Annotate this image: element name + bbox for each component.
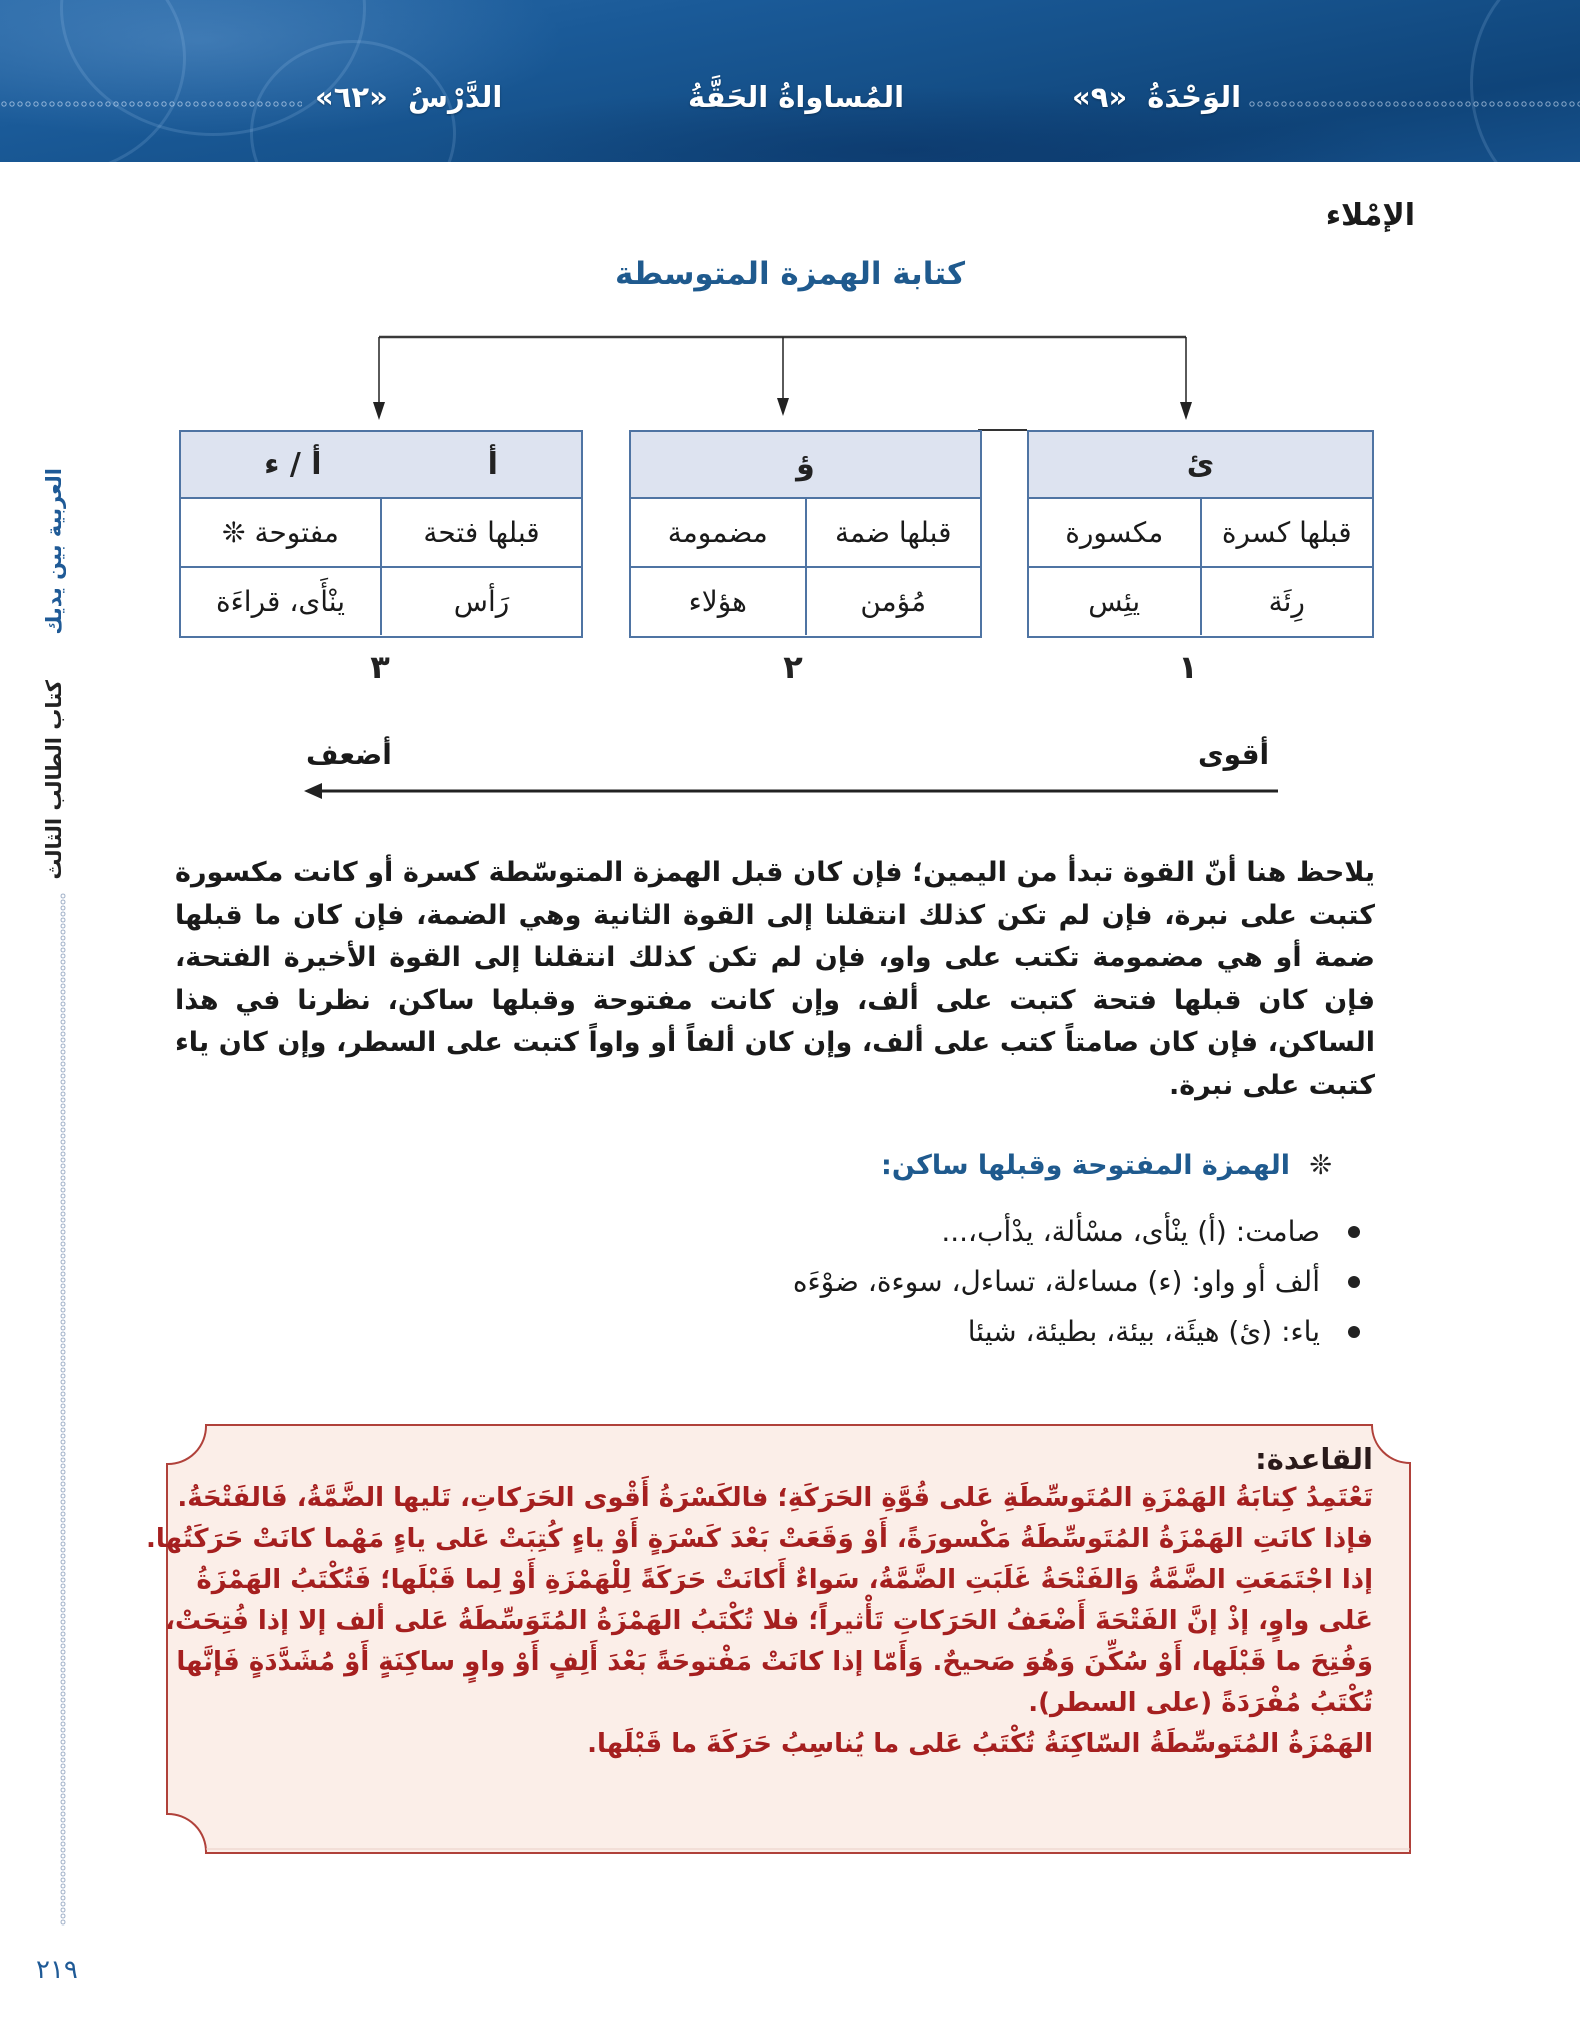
example-cell: هؤلاء (631, 568, 807, 635)
unit-label: الوَحْدَةُ (1147, 80, 1242, 114)
rule-line: فإذا كانَتِ الهَمْزَةُ المُتَوسِّطَةُ مَكْسورَةً، أَوْ وَقَعَتْ بَعْدَ كَسْرَةٍ أَوْ ياءٍ كُتِبَتْ عَلى ياءٍ مَهْما كانَتْ حَرَكَتُها. (145, 1524, 1373, 1554)
bullet-icon (1348, 1226, 1360, 1238)
example-cell: رَأس (453, 585, 510, 618)
list-item (793, 1257, 1360, 1307)
hamza-box-alif (179, 430, 583, 638)
arrow-down-icon (1180, 402, 1192, 420)
lesson-label: الدَّرْسُ (407, 80, 503, 114)
example-cell: يئِس (1029, 568, 1202, 635)
rule-line: عَلى واوٍ، إذْ إنَّ الفَتْحَةَ أَضْعَفُ الحَرَكاتِ تَأْثيراً؛ فلا تُكْتَبُ الهَمْزَةُ المُتَوَسِّطَةُ عَلى ألف إلا إذا فُتِحَتْ، (165, 1606, 1373, 1636)
weakest-label: أضعف (306, 738, 392, 771)
rule-title: القاعدة: (1255, 1442, 1373, 1476)
note-heading-text: الهمزة المفتوحة وقبلها ساكن: (881, 1150, 1290, 1181)
strongest-label: أقوى (1198, 738, 1270, 771)
box-head: ؤ (631, 432, 980, 499)
conditions-row (631, 499, 980, 566)
note-bullet-list (793, 1207, 1360, 1357)
list-item (793, 1307, 1360, 1357)
rule-text (145, 1478, 1373, 1765)
hamza-form: أ (487, 447, 498, 482)
asterisk-icon: ❊ (1309, 1150, 1332, 1181)
examples-row (181, 566, 581, 635)
box-head: ئ (1029, 432, 1372, 499)
rank-number: ٢ (783, 648, 803, 686)
conditions-row (1029, 499, 1372, 566)
rule-box (145, 1424, 1411, 1854)
condition-cell: مكسورة (1029, 499, 1202, 566)
example-cell: ينْأَى، قراءَة (181, 568, 382, 635)
lesson-number: «٦٢» (315, 80, 388, 114)
rule-line: تَعْتَمِدُ كِتابَةُ الهَمْزَةِ المُتَوسِّطَةِ عَلى قُوَّةِ الحَرَكَةِ؛ فالكَسْرَةُ أَقْوى الحَرَكاتِ، تَليها الضَّمَّةُ، فَالفَتْحَةُ. (177, 1483, 1373, 1513)
sidebar-ornament (59, 893, 67, 1926)
list-item-text: ياء: (ئ) هيئَة، بيئة، بطيئة، شيئا (967, 1315, 1320, 1348)
condition-cell: قبلها فتحة (423, 516, 540, 549)
box-head (181, 432, 581, 499)
note-heading (881, 1150, 1332, 1181)
hamza-box-yaa (1027, 430, 1374, 638)
rule-line: إذا اجْتَمَعَتِ الضَّمَّةُ وَالفَتْحَةُ غَلَبَتِ الضَّمَّةُ، سَواءٌ أَكانَتْ حَرَكَةً لِلْهَمْزَةِ أَوْ لِما قَبْلَها؛ فَتُكْتَبُ الهَمْزَةُ (196, 1565, 1373, 1595)
diagram-connectors (0, 0, 1580, 820)
section-title: الإمْلاء (1325, 198, 1415, 233)
rule-line: الهَمْزَةُ المُتَوسِّطَةُ السّاكِنَةُ تُكْتَبُ عَلى ما يُناسِبُ حَرَكَةَ ما قَبْلَها. (587, 1729, 1373, 1759)
arrow-down-icon (777, 398, 789, 416)
rule-line: وَفُتِحَ ما قَبْلَها، أَوْ سُكِّنَ وَهُوَ صَحيحٌ. وَأَمّا إذا كانَتْ مَفْتوحَةً بَعْدَ أَلِفٍ أَوْ واوٍ ساكِنَةٍ أَوْ مُشَدَّدَةٍ فَإنَّها (176, 1647, 1373, 1677)
conditions-row (181, 499, 581, 566)
rank-number: ١ (1178, 648, 1198, 686)
unit-number: «٩» (1072, 80, 1128, 114)
example-cell: مُؤمن (860, 585, 927, 618)
page-number: ٢١٩ (36, 1955, 78, 1985)
list-item-text: ألف أو واو: (ء) مساءلة، تساءل، سوءة، ضوْءَه (792, 1265, 1320, 1298)
lesson-title: المُساواةُ الحَقَّةُ (688, 80, 905, 114)
list-item-text: صامت: (أ) ينْأى، مسْألة، يدْأب،... (941, 1215, 1320, 1248)
list-item (793, 1207, 1360, 1257)
rank-number: ٣ (370, 648, 390, 686)
arrow-left-icon (304, 783, 322, 799)
hamza-box-waw (629, 430, 982, 638)
diagram-title: كتابة الهمزة المتوسطة (614, 256, 966, 292)
book-title: كتاب الطالب الثالث (42, 680, 66, 880)
condition-cell: قبلها ضمة (835, 516, 952, 549)
series-title: العربية بين يديك (42, 468, 66, 635)
arrow-down-icon (373, 402, 385, 420)
rule-line: تُكْتَبُ مُفْرَدَةً (على السطر). (1028, 1688, 1373, 1718)
example-cell: رِئَة (1268, 585, 1305, 618)
bullet-icon (1348, 1326, 1360, 1338)
hamza-form: أ / ء (264, 447, 322, 482)
condition-cell: قبلها كسرة (1221, 516, 1352, 549)
explanation-paragraph: يلاحظ هنا أنّ القوة تبدأ من اليمين؛ فإن كان قبل الهمزة المتوسّطة كسرة أو كانت مكسورة كتبت على نبرة، فإن لم تكن كذلك انتقلنا إلى القوة الثانية وهي الضمة، فإن كان ما قبلها ضمة أو هي مضمومة تكتب على واو، فإن لم تكن كذلك انتقلنا إلى القوة الأخيرة الفتحة، فإن كان قبلها فتحة كتبت على ألف، وإن كانت مفتوحة وقبلها ساكن، نظرنا في هذا الساكن، فإن كان صامتاً كتب على ألف، وإن كان ألفاً أو واواً كتبت على السطر، وإن كان ياء كتبت على نبرة. (175, 857, 1375, 1101)
examples-row (1029, 566, 1372, 635)
condition-cell: مضمومة (631, 499, 807, 566)
bullet-icon (1348, 1276, 1360, 1288)
examples-row (631, 566, 980, 635)
condition-cell: مفتوحة ❊ (181, 499, 382, 566)
rule-content (145, 1442, 1373, 1765)
